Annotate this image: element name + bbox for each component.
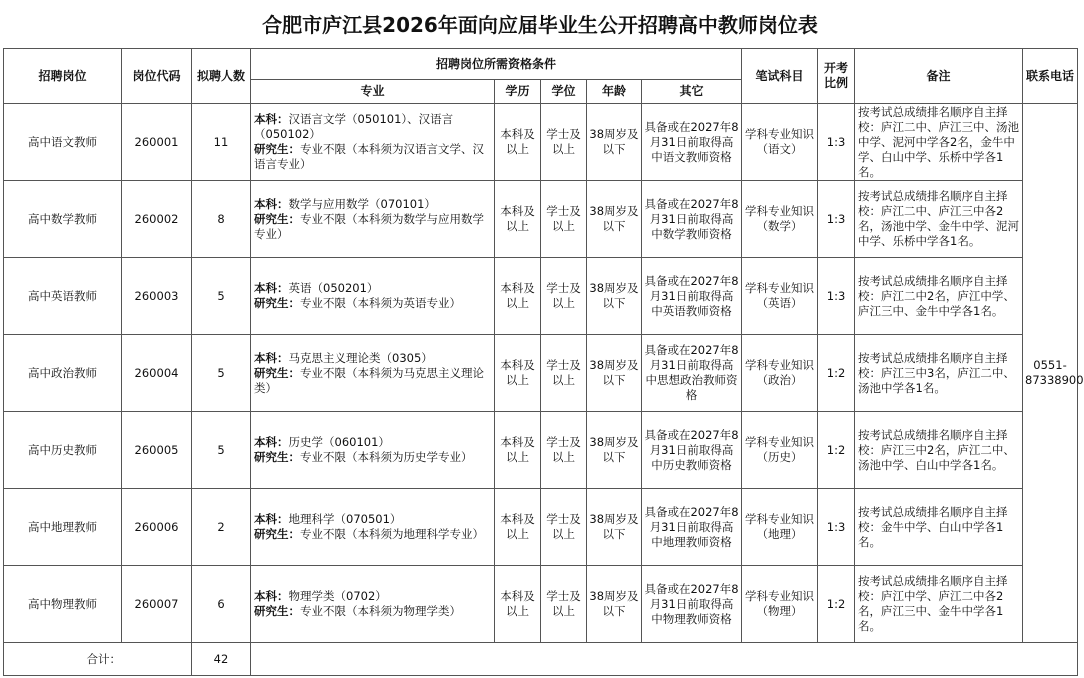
cell-age: 38周岁及以下 <box>587 104 642 181</box>
cell-position: 高中英语教师 <box>4 258 122 335</box>
header-age: 年龄 <box>587 80 642 104</box>
cell-position: 高中地理教师 <box>4 489 122 566</box>
cell-age: 38周岁及以下 <box>587 566 642 643</box>
cell-education: 本科及以上 <box>495 566 541 643</box>
cell-exam: 学科专业知识（英语） <box>742 258 818 335</box>
cell-degree: 学士及以上 <box>541 566 587 643</box>
table-row <box>4 412 1078 489</box>
cell-age: 38周岁及以下 <box>587 335 642 412</box>
grad-label: 研究生： <box>254 211 300 226</box>
total-row <box>4 643 1078 676</box>
cell-age: 38周岁及以下 <box>587 412 642 489</box>
recruitment-table <box>3 48 1084 676</box>
cell-degree: 学士及以上 <box>541 258 587 335</box>
cell-phone: 0551-87338900 <box>1023 104 1078 643</box>
cell-count: 11 <box>192 104 251 181</box>
cell-count: 6 <box>192 566 251 643</box>
cell-exam: 学科专业知识（物理） <box>742 566 818 643</box>
grad-label: 研究生： <box>254 604 300 618</box>
cell-exam: 学科专业知识（数学） <box>742 181 818 258</box>
cell-ratio: 1:2 <box>818 566 855 643</box>
cell-notes: 按考试总成绩排名顺序自主择校：庐江二中、庐江三中各2名，汤池中学、金牛中学、泥河中学、乐桥中学各1名。 <box>855 181 1023 258</box>
undergrad-label: 本科： <box>254 435 289 449</box>
cell-ratio: 1:2 <box>818 412 855 489</box>
cell-other: 具备或在2027年8月31日前取得高中思想政治教师资格 <box>642 335 742 412</box>
cell-major <box>251 181 495 258</box>
cell-major <box>251 489 495 566</box>
cell-other: 具备或在2027年8月31日前取得高中语文教师资格 <box>642 104 742 181</box>
cell-exam: 学科专业知识（政治） <box>742 335 818 412</box>
cell-other: 具备或在2027年8月31日前取得高中数学教师资格 <box>642 181 742 258</box>
cell-code: 260005 <box>122 412 192 489</box>
cell-degree: 学士及以上 <box>541 104 587 181</box>
cell-count: 5 <box>192 258 251 335</box>
cell-code: 260006 <box>122 489 192 566</box>
grad-label: 研究生： <box>254 450 300 464</box>
cell-code: 260001 <box>122 104 192 181</box>
grad-major: 专业不限（本科须为马克思主义理论类） <box>254 365 484 395</box>
cell-code: 260007 <box>122 566 192 643</box>
cell-position: 高中政治教师 <box>4 335 122 412</box>
cell-ratio: 1:2 <box>818 335 855 412</box>
cell-count: 5 <box>192 412 251 489</box>
header-phone: 联系电话 <box>1023 49 1078 104</box>
undergrad-label: 本科： <box>254 589 289 603</box>
grad-major: 专业不限（本科须为历史学专业） <box>300 450 473 464</box>
cell-age: 38周岁及以下 <box>587 489 642 566</box>
cell-ratio: 1:3 <box>818 181 855 258</box>
undergrad-major: 地理科学（070501） <box>288 512 402 526</box>
cell-position: 高中语文教师 <box>4 104 122 181</box>
table-row <box>4 258 1078 335</box>
header-code: 岗位代码 <box>122 49 192 104</box>
cell-count: 2 <box>192 489 251 566</box>
total-value: 42 <box>192 643 251 676</box>
cell-education: 本科及以上 <box>495 181 541 258</box>
cell-degree: 学士及以上 <box>541 412 587 489</box>
cell-major <box>251 104 495 181</box>
header-other: 其它 <box>642 80 742 104</box>
grad-major: 专业不限（本科须为英语专业） <box>300 296 461 310</box>
header-notes: 备注 <box>855 49 1023 104</box>
cell-degree: 学士及以上 <box>541 489 587 566</box>
cell-exam: 学科专业知识（地理） <box>742 489 818 566</box>
undergrad-major: 物理学类（0702） <box>288 589 387 603</box>
header-education: 学历 <box>495 80 541 104</box>
table-row <box>4 335 1078 412</box>
undergrad-label: 本科： <box>254 350 289 365</box>
grad-label: 研究生： <box>254 296 300 310</box>
undergrad-label: 本科： <box>254 196 289 211</box>
cell-position: 高中物理教师 <box>4 566 122 643</box>
total-label: 合计： <box>4 643 192 676</box>
table-row <box>4 104 1078 181</box>
cell-count: 5 <box>192 335 251 412</box>
undergrad-major: 马克思主义理论类（0305） <box>288 350 433 365</box>
page-title: 合肥市庐江县2026年面向应届毕业生公开招聘高中教师岗位表 <box>262 13 818 37</box>
cell-notes: 按考试总成绩排名顺序自主择校：庐江二中2名，庐江中学、庐江三中、金牛中学各1名。 <box>855 258 1023 335</box>
undergrad-label: 本科： <box>254 512 289 526</box>
cell-notes: 按考试总成绩排名顺序自主择校：庐江中学、庐江二中各2名，庐江三中、金牛中学各1名。 <box>855 566 1023 643</box>
header-major: 专业 <box>251 80 495 104</box>
cell-degree: 学士及以上 <box>541 335 587 412</box>
grad-major: 专业不限（本科须为数学与应用数学专业） <box>254 211 484 241</box>
cell-count: 8 <box>192 181 251 258</box>
undergrad-major: 数学与应用数学（070101） <box>288 196 436 211</box>
cell-exam: 学科专业知识（历史） <box>742 412 818 489</box>
cell-other: 具备或在2027年8月31日前取得高中物理教师资格 <box>642 566 742 643</box>
cell-degree: 学士及以上 <box>541 181 587 258</box>
total-empty <box>251 643 1078 676</box>
cell-code: 260002 <box>122 181 192 258</box>
cell-notes: 按考试总成绩排名顺序自主择校：庐江二中、庐江三中、汤池中学、泥河中学各2名，金牛中学、白山中学、乐桥中学各1名。 <box>855 104 1023 181</box>
cell-ratio: 1:3 <box>818 258 855 335</box>
grad-major: 专业不限（本科须为地理科学专业） <box>300 527 484 541</box>
header-exam: 笔试科目 <box>742 49 818 104</box>
cell-ratio: 1:3 <box>818 489 855 566</box>
cell-education: 本科及以上 <box>495 104 541 181</box>
cell-age: 38周岁及以下 <box>587 258 642 335</box>
undergrad-major: 英语（050201） <box>288 281 379 295</box>
cell-exam: 学科专业知识（语文） <box>742 104 818 181</box>
header-row <box>4 49 1078 80</box>
header-degree: 学位 <box>541 80 587 104</box>
cell-code: 260003 <box>122 258 192 335</box>
undergrad-major: 汉语言文学（050101）、汉语言（050102） <box>254 112 454 141</box>
grad-label: 研究生： <box>254 365 300 380</box>
header-position: 招聘岗位 <box>4 49 122 104</box>
undergrad-major: 历史学（060101） <box>288 435 390 449</box>
grad-label: 研究生： <box>254 142 300 156</box>
cell-education: 本科及以上 <box>495 412 541 489</box>
cell-other: 具备或在2027年8月31日前取得高中历史教师资格 <box>642 412 742 489</box>
cell-other: 具备或在2027年8月31日前取得高中英语教师资格 <box>642 258 742 335</box>
grad-major: 专业不限（本科须为物理学类） <box>300 604 461 618</box>
cell-education: 本科及以上 <box>495 258 541 335</box>
cell-major <box>251 412 495 489</box>
cell-major <box>251 258 495 335</box>
cell-ratio: 1:3 <box>818 104 855 181</box>
table-row <box>4 566 1078 643</box>
cell-position: 高中数学教师 <box>4 181 122 258</box>
table-row <box>4 489 1078 566</box>
grad-label: 研究生： <box>254 527 300 541</box>
header-ratio: 开考比例 <box>818 49 855 104</box>
grad-major: 专业不限（本科须为汉语言文学、汉语言专业） <box>254 142 484 171</box>
header-count: 拟聘人数 <box>192 49 251 104</box>
cell-other: 具备或在2027年8月31日前取得高中地理教师资格 <box>642 489 742 566</box>
undergrad-label: 本科： <box>254 281 289 295</box>
cell-position: 高中历史教师 <box>4 412 122 489</box>
cell-code: 260004 <box>122 335 192 412</box>
table-row <box>4 181 1078 258</box>
cell-notes: 按考试总成绩排名顺序自主择校：庐江三中2名，庐江二中、汤池中学、白山中学各1名。 <box>855 412 1023 489</box>
cell-notes: 按考试总成绩排名顺序自主择校：金牛中学、白山中学各1名。 <box>855 489 1023 566</box>
header-conditions: 招聘岗位所需资格条件 <box>251 49 742 80</box>
cell-major <box>251 566 495 643</box>
cell-age: 38周岁及以下 <box>587 181 642 258</box>
cell-education: 本科及以上 <box>495 335 541 412</box>
cell-major <box>251 335 495 412</box>
cell-notes: 按考试总成绩排名顺序自主择校：庐江三中3名，庐江二中、汤池中学各1名。 <box>855 335 1023 412</box>
cell-education: 本科及以上 <box>495 489 541 566</box>
undergrad-label: 本科： <box>254 112 289 126</box>
